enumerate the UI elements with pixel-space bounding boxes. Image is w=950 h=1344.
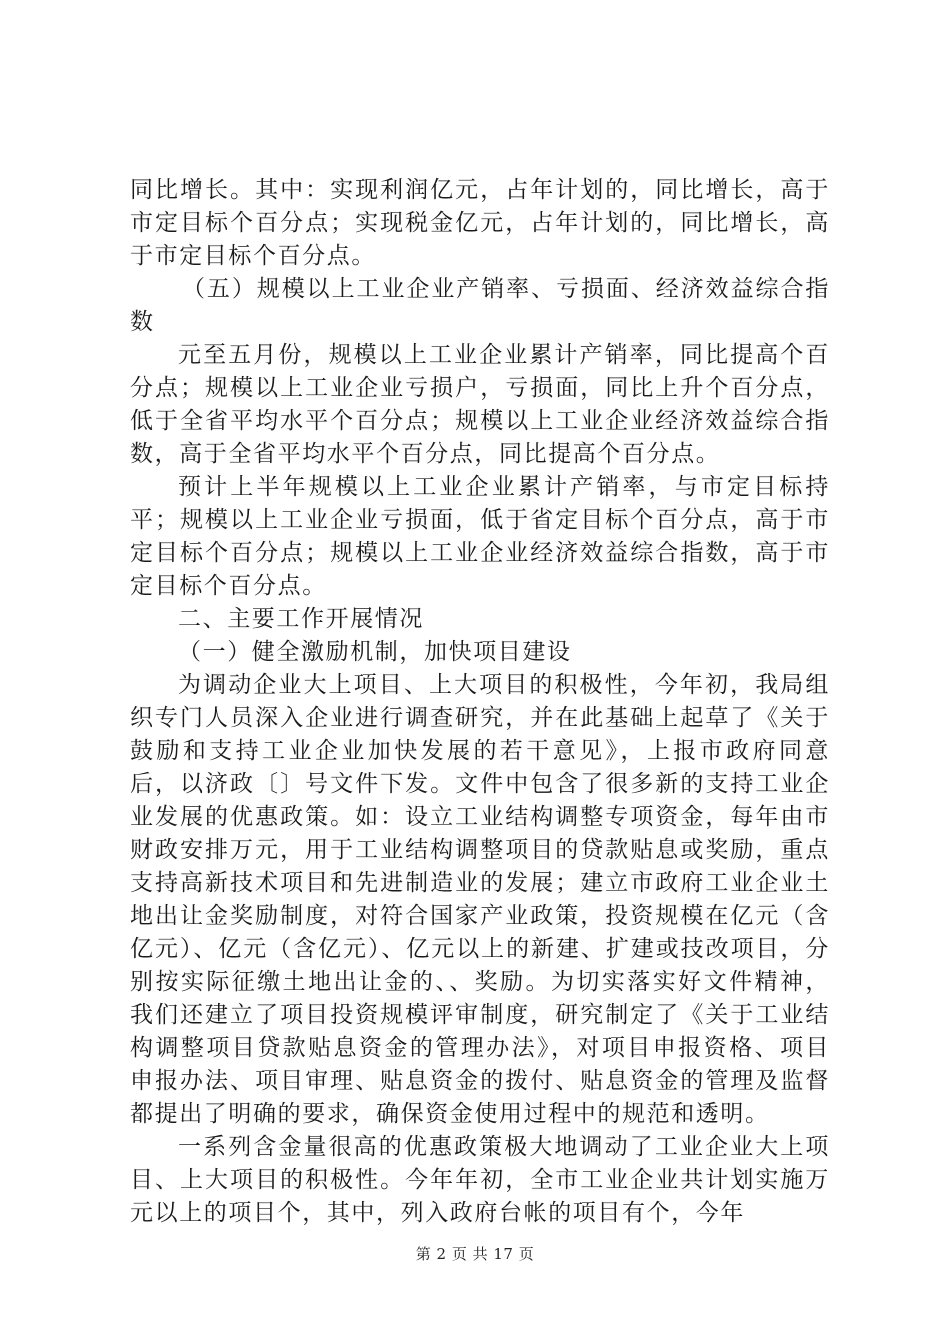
section-heading-five: （五）规模以上工业企业产销率、亏损面、经济效益综合指数: [130, 276, 830, 335]
document-body: [130, 174, 830, 1230]
subsection-heading-one: （一）健全激励机制，加快项目建设: [178, 639, 572, 665]
paragraph-profit-tax: 同比增长。其中：实现利润亿元，占年计划的，同比增长，高于市定目标个百分点；实现税金亿元，占年计划的，同比增长，高于市定目标个百分点。: [130, 177, 830, 269]
paragraph-incentive-policy: 为调动企业大上项目、上大项目的积极性，今年初，我局组织专门人员深入企业进行调查研究，并在此基础上起草了《关于鼓励和支持工业企业加快发展的若干意见》，上报市政府同意后，以济政〔〕号文件下发。文件中包含了很多新的支持工业企业发展的优惠政策。如：设立工业结构调整专项资金，每年由市财政安排万元，用于工业结构调整项目的贷款贴息或奖励，重点支持高新技术项目和先进制造业的发展；建立市政府工业企业土地出让金奖励制度，对符合国家产业政策，投资规模在亿元（含亿元）、亿元（含亿元）、亿元以上的新建、扩建或技改项目，分别按实际征缴土地出让金的、、奖励。为切实落实好文件精神，我们还建立了项目投资规模评审制度，研究制定了《关于工业结构调整项目贷款贴息资金的管理办法》，对项目申报资格、项目申报办法、项目审理、贴息资金的拨付、贴息资金的管理及监督都提出了明确的要求，确保资金使用过程中的规范和透明。: [130, 672, 830, 1127]
paragraph-jan-may-stats: 元至五月份，规模以上工业企业累计产销率，同比提高个百分点；规模以上工业企业亏损户，亏损面，同比上升个百分点，低于全省平均水平个百分点；规模以上工业企业经济效益综合指数，高于全省平均水平个百分点，同比提高个百分点。: [130, 342, 830, 467]
section-heading-two: 二、主要工作开展情况: [178, 606, 424, 632]
paragraph-half-year-forecast: 预计上半年规模以上工业企业累计产销率，与市定目标持平；规模以上工业企业亏损面，低于省定目标个百分点，高于市定目标个百分点；规模以上工业企业经济效益综合指数，高于市定目标个百分点。: [130, 474, 830, 599]
paragraph-project-count: 一系列含金量很高的优惠政策极大地调动了工业企业大上项目、上大项目的积极性。今年年初，全市工业企业共计划实施万元以上的项目个，其中，列入政府台帐的项目有个，今年: [130, 1134, 830, 1226]
page-number-footer: 第 2 页 共 17 页: [415, 1245, 535, 1263]
